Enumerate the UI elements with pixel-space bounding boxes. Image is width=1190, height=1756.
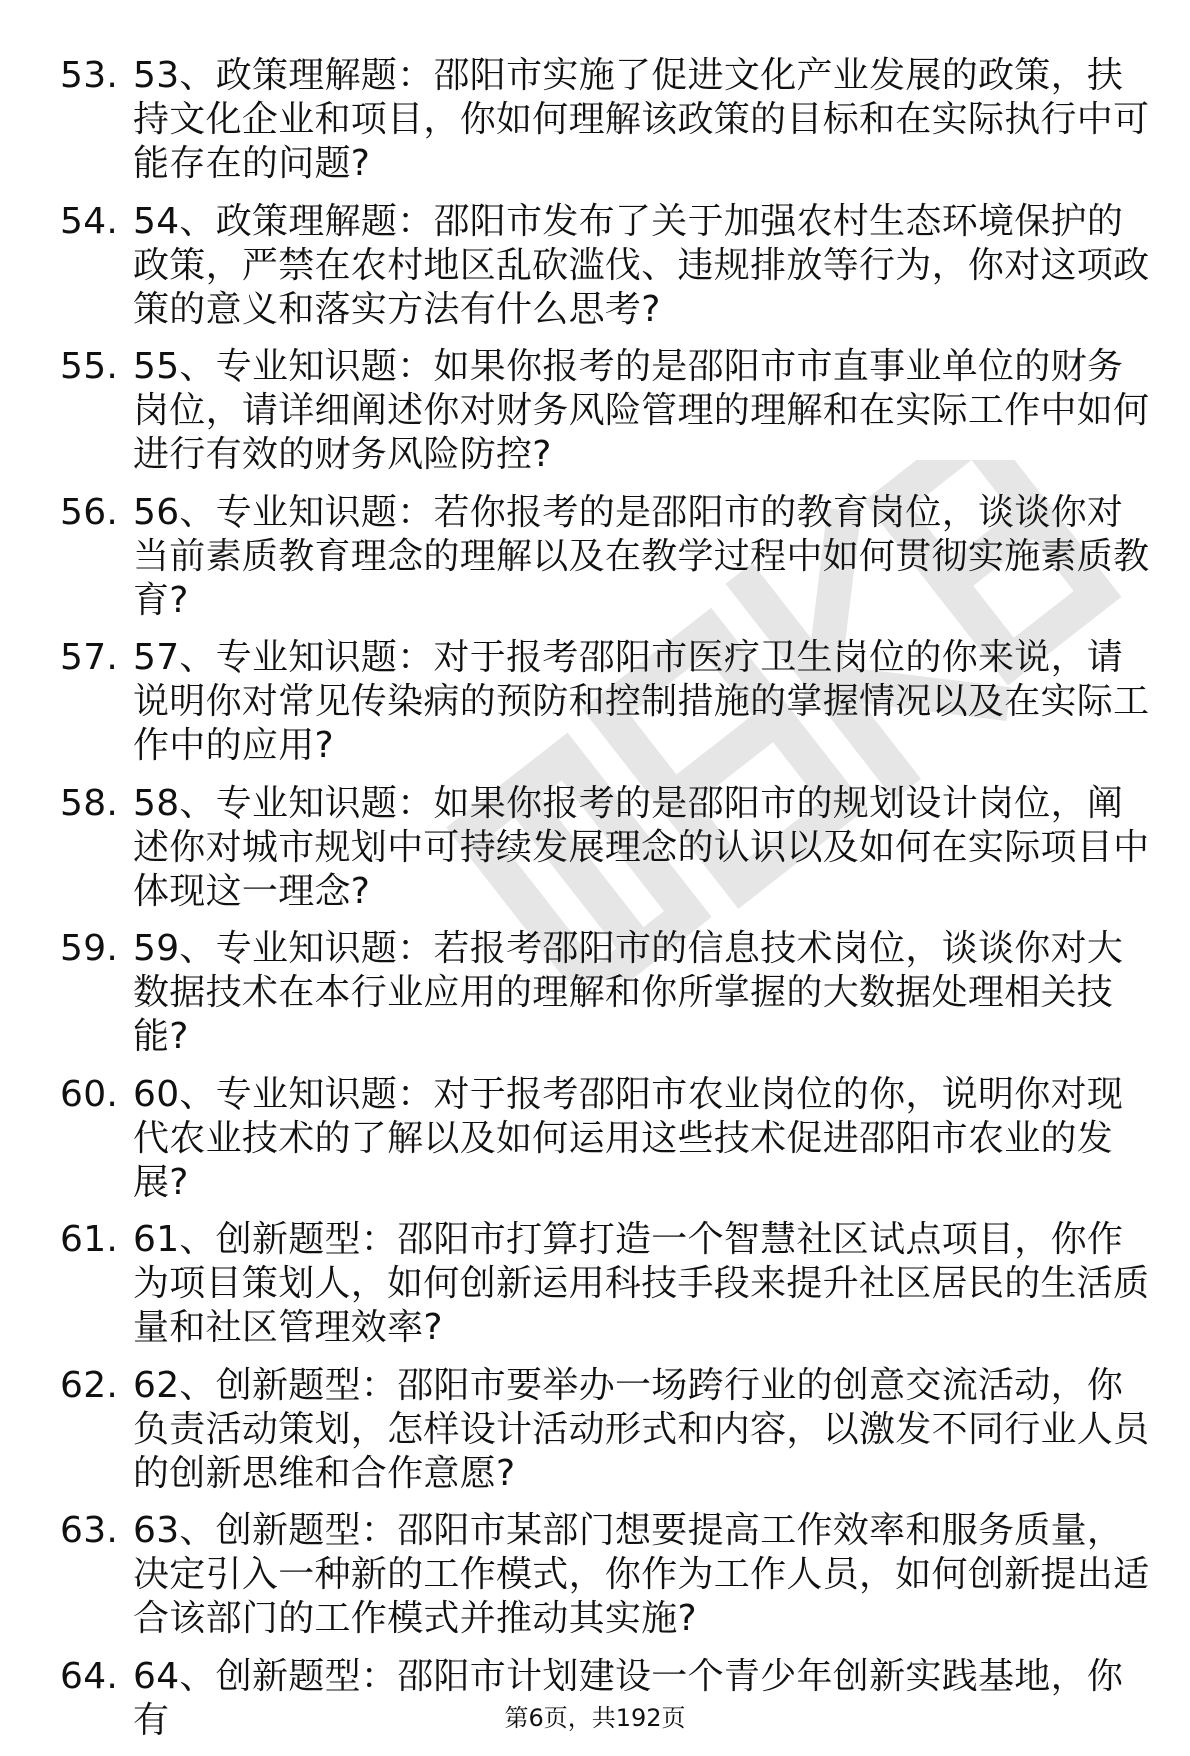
question-item: [0, 1509, 1190, 1641]
question-list: [0, 54, 1190, 1756]
page-footer: 第6页，共192页: [504, 1704, 686, 1732]
question-number: 54.: [60, 200, 119, 242]
question-text: 64、创新题型：邵阳市计划建设一个青少年创新实践基地，你有: [133, 1655, 1124, 1741]
question-text: 63、创新题型：邵阳市某部门想要提高工作效率和服务质量，决定引入一种新的工作模式，你作为工作人员，如何创新提出适合该部门的工作模式并推动其实施?: [133, 1510, 1150, 1639]
question-item: [0, 927, 1190, 1059]
question-item: [0, 1073, 1190, 1205]
question-number: 64.: [60, 1655, 119, 1697]
question-text: 53、政策理解题：邵阳市实施了促进文化产业发展的政策，扶持文化企业和项目，你如何理解该政策的目标和在实际执行中可能存在的问题?: [133, 55, 1150, 184]
question-item: [0, 1364, 1190, 1496]
question-text: 59、专业知识题：若报考邵阳市的信息技术岗位，谈谈你对大数据技术在本行业应用的理解和你所掌握的大数据处理相关技能?: [133, 928, 1124, 1057]
question-number: 53.: [60, 55, 119, 96]
question-number: 58.: [60, 782, 119, 824]
question-number: 61.: [60, 1219, 119, 1260]
question-item: [0, 345, 1190, 477]
question-number: 55.: [60, 346, 119, 387]
question-text: 58、专业知识题：如果你报考的是邵阳市的规划设计岗位，阐述你对城市规划中可持续发展理念的认识以及如何在实际项目中体现这一理念?: [133, 782, 1150, 912]
question-number: 63.: [60, 1510, 119, 1551]
question-number: 59.: [60, 928, 119, 969]
question-text: 56、专业知识题：若你报考的是邵阳市的教育岗位，谈谈你对当前素质教育理念的理解以及在教学过程中如何贯彻实施素质教育?: [133, 491, 1150, 621]
question-item: [0, 200, 1190, 332]
question-text: 54、政策理解题：邵阳市发布了关于加强农村生态环境保护的政策，严禁在农村地区乱砍滥伐、违规排放等行为，你对这项政策的意义和落实方法有什么思考?: [133, 200, 1150, 330]
question-number: 57.: [60, 637, 119, 678]
question-text: 61、创新题型：邵阳市打算打造一个智慧社区试点项目，你作为项目策划人，如何创新运用科技手段来提升社区居民的生活质量和社区管理效率?: [133, 1219, 1150, 1348]
question-text: 57、专业知识题：对于报考邵阳市医疗卫生岗位的你来说，请说明你对常见传染病的预防和控制措施的掌握情况以及在实际工作中的应用?: [133, 637, 1150, 766]
question-item: [0, 54, 1190, 186]
question-item: [0, 782, 1190, 914]
question-item: [0, 491, 1190, 623]
question-text: 55、专业知识题：如果你报考的是邵阳市市直事业单位的财务岗位，请详细阐述你对财务风险管理的理解和在实际工作中如何进行有效的财务风险防控?: [133, 346, 1150, 475]
question-number: 62.: [60, 1364, 119, 1406]
question-item: [0, 1218, 1190, 1350]
question-number: 56.: [60, 491, 119, 533]
question-item: [0, 636, 1190, 768]
question-number: 60.: [60, 1073, 119, 1115]
question-text: 62、创新题型：邵阳市要举办一场跨行业的创意交流活动，你负责活动策划，怎样设计活动形式和内容，以激发不同行业人员的创新思维和合作意愿?: [133, 1364, 1150, 1494]
question-text: 60、专业知识题：对于报考邵阳市农业岗位的你，说明你对现代农业技术的了解以及如何运用这些技术促进邵阳市农业的发展?: [133, 1073, 1124, 1203]
